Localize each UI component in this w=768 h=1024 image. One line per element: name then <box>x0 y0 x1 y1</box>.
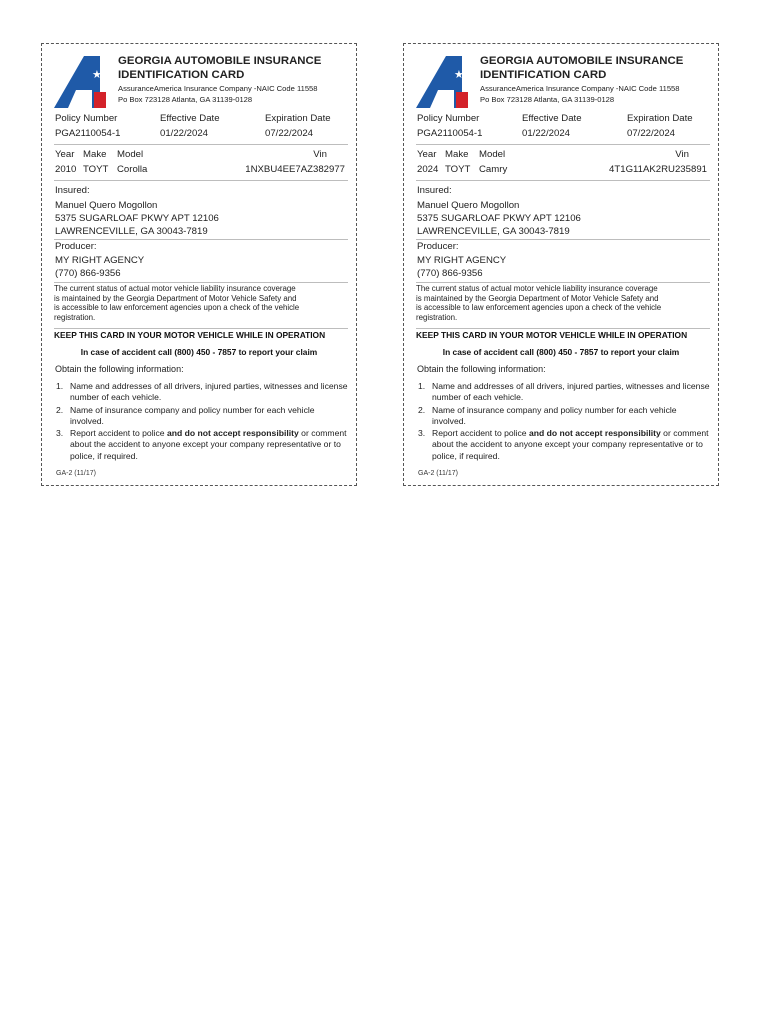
insured-name: Manuel Quero Mogollon <box>55 200 158 211</box>
policy-row <box>416 113 706 143</box>
insured-address-line2: LAWRENCEVILLE, GA 30043-7819 <box>417 226 570 237</box>
year-label: Year <box>417 149 437 160</box>
insured-name: Manuel Quero Mogollon <box>417 200 520 211</box>
keep-card-notice: KEEP THIS CARD IN YOUR MOTOR VEHICLE WHILE IN OPERATION <box>54 330 326 340</box>
expiration-date: 07/22/2024 <box>627 128 676 139</box>
vehicle-make: TOYT <box>445 164 471 175</box>
separator <box>416 282 710 283</box>
vehicle-vin: 1NXBU4EE7AZ382977 <box>245 164 345 175</box>
svg-text:★: ★ <box>454 68 464 81</box>
vehicle-year: 2024 <box>417 164 439 175</box>
separator <box>416 328 710 329</box>
expiration-date-label: Expiration Date <box>627 113 693 124</box>
list-item: 1. Name and addresses of all drivers, injured parties, witnesses and license number of each vehicle. <box>56 381 348 403</box>
producer-phone: (770) 866-9356 <box>417 268 483 279</box>
coverage-status-text: The current status of actual motor vehicle liability insurance coverage is maintained by the Georgia Department of Motor Vehicle Safety and is accessible to law enforcement agencies upon a check of the vehicle registration. <box>54 284 300 322</box>
keep-card-notice: KEEP THIS CARD IN YOUR MOTOR VEHICLE WHILE IN OPERATION <box>416 330 688 340</box>
model-label: Model <box>117 149 144 160</box>
form-number: GA-2 (11/17) <box>56 470 96 477</box>
policy-number-label: Policy Number <box>417 113 480 124</box>
vehicle-row <box>416 149 706 179</box>
card-header <box>404 44 718 110</box>
year-label: Year <box>55 149 75 160</box>
insured-address-line2: LAWRENCEVILLE, GA 30043-7819 <box>55 226 208 237</box>
company-info <box>480 84 680 105</box>
vehicle-make: TOYT <box>83 164 109 175</box>
list-item: 3. Report accident to police and do not accept responsibility or comment about the accident to anyone except your company representative or to police, if required. <box>56 428 347 461</box>
separator <box>54 328 348 329</box>
insurance-id-card-2: ★ GEORGIA AUTOMOBILE INSURANCE IDENTIFICATION CARD AssuranceAmerica Insurance Company -NAIC Code 11558 Po Box 723128 Atlanta, GA 31139-0128 Policy Number Effective Date Expiration Date PGA2110054-1 01/22/2024 07/22/2024 Year Make Model Vin 2024 TOYT Camry 4T1G11AK2RU235891 Insured: Manuel Quero Mogollon 5375 SUGARLOAF PKWY APT 12106 LAWRENCEVILLE, GA 30043-7819 Producer: MY RIGHT AGENCY (770) 866-9356 The current status of actual motor vehicle liability insurance coverage is maintained by the Georgia Department of Motor Vehicle Safety and is accessible to law enforcement agencies upon a check of the vehicle registration. KEEP THIS CARD IN YOUR MOTOR VEHICLE WHILE IN OPERATION In case of accident call (800) 450 - 7857 to report your claim Obtain the following information: 1. Name and addresses of all drivers, injured parties, witnesses and license number of each vehicle. 2. Name of insurance company and policy number for each vehicle involved. 3. Report accident to police and do not accept responsibility or comment about the accident to anyone except your company representative or to police, if required. GA-2 (11/17) <box>403 43 719 486</box>
vin-label: Vin <box>675 149 689 160</box>
policy-number: PGA2110054-1 <box>417 128 483 139</box>
producer-label: Producer: <box>55 241 97 252</box>
producer-label: Producer: <box>417 241 459 252</box>
separator <box>416 180 710 181</box>
effective-date-label: Effective Date <box>522 113 582 124</box>
company-info <box>118 84 318 105</box>
separator <box>54 239 348 240</box>
policy-number: PGA2110054-1 <box>55 128 121 139</box>
company-name: AssuranceAmerica Insurance Company -NAIC Code 11558 <box>480 84 680 93</box>
vehicle-model: Camry <box>479 164 508 175</box>
vehicle-row <box>54 149 344 179</box>
card-title: GEORGIA AUTOMOBILE INSURANCE IDENTIFICATION CARD <box>480 55 684 81</box>
vehicle-vin: 4T1G11AK2RU235891 <box>609 164 707 175</box>
assuranceamerica-logo-icon <box>416 56 474 108</box>
policy-row <box>54 113 344 143</box>
separator <box>54 144 348 145</box>
instructions-list <box>56 381 348 463</box>
insured-label: Insured: <box>55 185 90 196</box>
separator <box>416 239 710 240</box>
producer-name: MY RIGHT AGENCY <box>55 255 145 266</box>
producer-section <box>54 241 344 281</box>
separator <box>416 144 710 145</box>
insurance-id-card-1: ★ GEORGIA AUTOMOBILE INSURANCE IDENTIFICATION CARD AssuranceAmerica Insurance Company -NAIC Code 11558 Po Box 723128 Atlanta, GA 31139-0128 Policy Number Effective Date Expiration Date PGA2110054-1 01/22/2024 07/22/2024 Year Make Model Vin 2010 TOYT Corolla 1NXBU4EE7AZ382977 Insured: Manuel Quero Mogollon 5375 SUGARLOAF PKWY APT 12106 LAWRENCEVILLE, GA 30043-7819 Producer: MY RIGHT AGENCY (770) 866-9356 The current status of actual motor vehicle liability insurance coverage is maintained by the Georgia Department of Motor Vehicle Safety and is accessible to law enforcement agencies upon a check of the vehicle registration. KEEP THIS CARD IN YOUR MOTOR VEHICLE WHILE IN OPERATION In case of accident call (800) 450 - 7857 to report your claim Obtain the following information: 1. Name and addresses of all drivers, injured parties, witnesses and license number of each vehicle. 2. Name of insurance company and policy number for each vehicle involved. 3. Report accident to police and do not accept responsibility or comment about the accident to anyone except your company representative or to police, if required. GA-2 (11/17) <box>41 43 357 486</box>
assuranceamerica-logo-icon <box>54 56 112 108</box>
effective-date: 01/22/2024 <box>522 128 571 139</box>
card-title: GEORGIA AUTOMOBILE INSURANCE IDENTIFICATION CARD <box>118 55 322 81</box>
list-item: 2. Name of insurance company and policy number for each vehicle involved. <box>56 404 315 426</box>
separator <box>54 282 348 283</box>
list-item: 2. Name of insurance company and policy number for each vehicle involved. <box>418 404 677 426</box>
form-number: GA-2 (11/17) <box>418 470 458 477</box>
company-name: AssuranceAmerica Insurance Company -NAIC Code 11558 <box>118 84 318 93</box>
producer-section <box>416 241 706 281</box>
insured-label: Insured: <box>417 185 452 196</box>
svg-text:★: ★ <box>92 68 102 81</box>
separator <box>54 180 348 181</box>
company-address: Po Box 723128 Atlanta, GA 31139-0128 <box>480 94 615 104</box>
vehicle-model: Corolla <box>117 164 148 175</box>
effective-date: 01/22/2024 <box>160 128 209 139</box>
coverage-status-text: The current status of actual motor vehicle liability insurance coverage is maintained by the Georgia Department of Motor Vehicle Safety and is accessible to law enforcement agencies upon a check of the vehicle registration. <box>416 284 662 322</box>
insured-section <box>416 185 706 237</box>
effective-date-label: Effective Date <box>160 113 220 124</box>
list-item: 1. Name and addresses of all drivers, injured parties, witnesses and license number of each vehicle. <box>418 381 710 403</box>
list-item: 3. Report accident to police and do not accept responsibility or comment about the accident to anyone except your company representative or to police, if required. <box>418 428 709 461</box>
producer-phone: (770) 866-9356 <box>55 268 121 279</box>
accident-phone-notice: In case of accident call (800) 450 - 7857 to report your claim <box>442 347 680 357</box>
instructions-list <box>418 381 710 463</box>
insured-address-line1: 5375 SUGARLOAF PKWY APT 12106 <box>55 213 219 224</box>
expiration-date: 07/22/2024 <box>265 128 314 139</box>
producer-name: MY RIGHT AGENCY <box>417 255 507 266</box>
accident-phone-notice: In case of accident call (800) 450 - 7857 to report your claim <box>80 347 318 357</box>
make-label: Make <box>445 149 469 160</box>
model-label: Model <box>479 149 506 160</box>
insured-address-line1: 5375 SUGARLOAF PKWY APT 12106 <box>417 213 581 224</box>
policy-number-label: Policy Number <box>55 113 118 124</box>
insured-section <box>54 185 344 237</box>
card-header <box>42 44 356 110</box>
vehicle-year: 2010 <box>55 164 77 175</box>
expiration-date-label: Expiration Date <box>265 113 331 124</box>
make-label: Make <box>83 149 107 160</box>
vin-label: Vin <box>313 149 327 160</box>
company-address: Po Box 723128 Atlanta, GA 31139-0128 <box>118 94 253 104</box>
